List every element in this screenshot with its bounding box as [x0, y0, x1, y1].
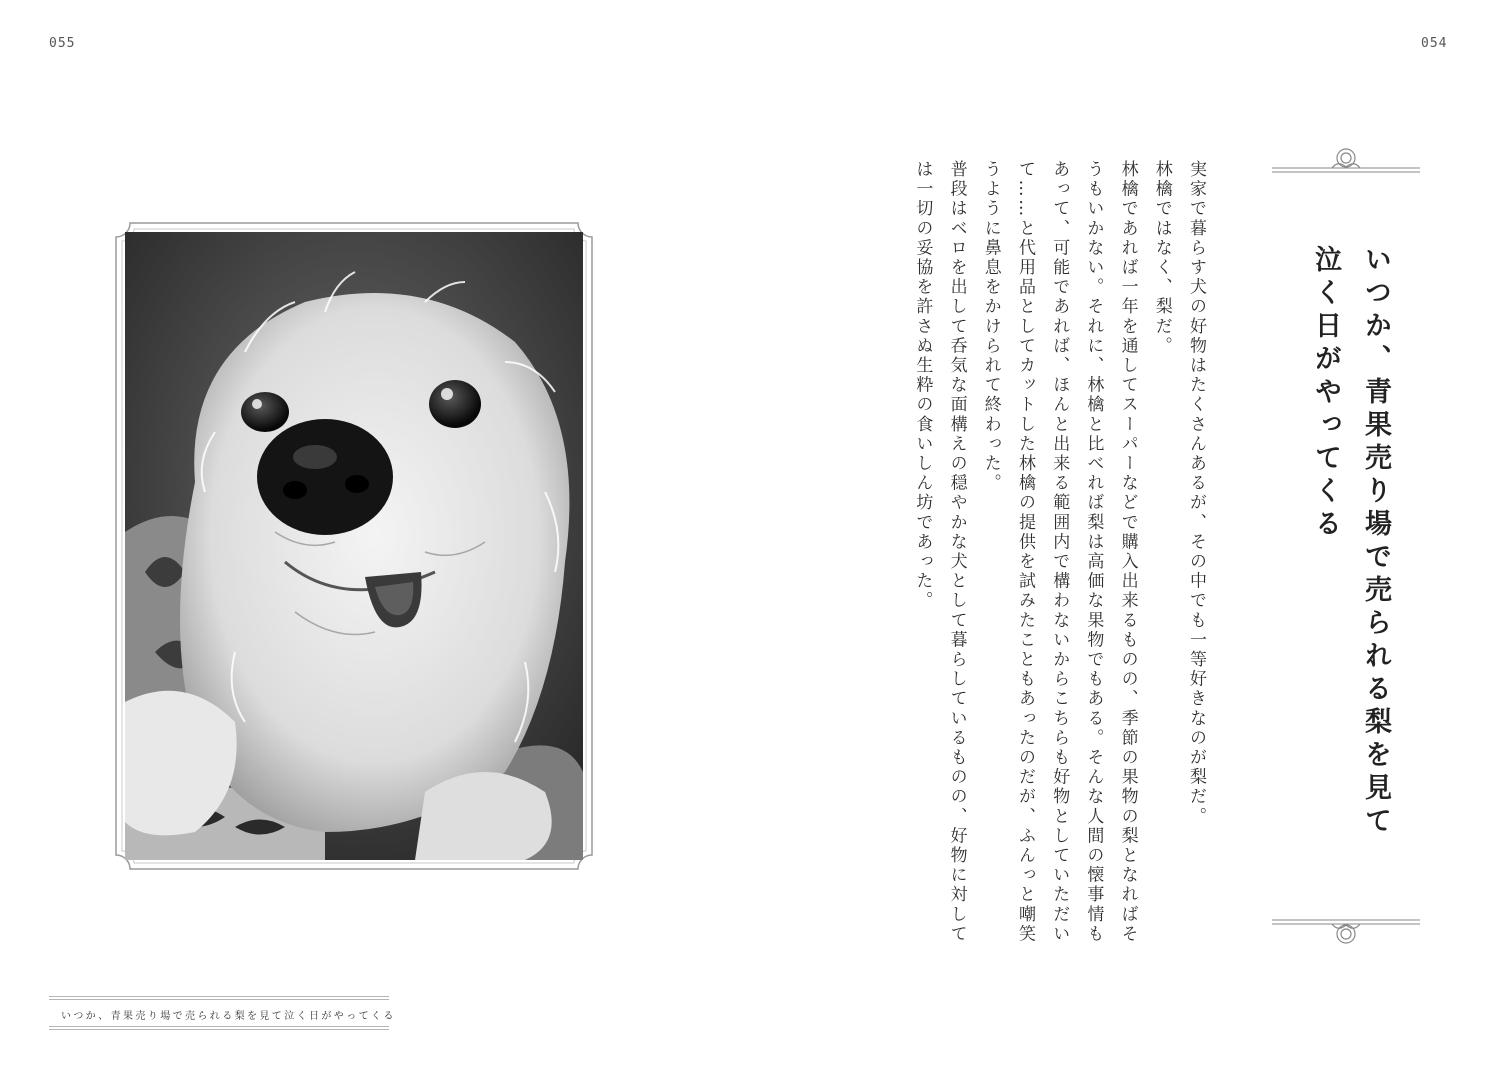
essay-title [1300, 245, 1400, 855]
running-title-box [49, 996, 396, 1030]
paragraph-3: 林檎であれば一年を通してスーパーなどで購入出来るものの、季節の果物の梨となればそうもいかない。それに、林檎と比べれば梨は高価な果物でもある。そんな人間の懐事情もあって、可能であれば、ほんと出来る範囲内で構わないからこちらも好物としていただいて……と代用品としてカットした林檎の提供を試みたこともあったのだが、ふんっと嘲笑うように鼻息をかけられて終わった。 [980, 160, 1138, 944]
title-line-1: いつか、青果売り場で売られる梨を見て [1360, 245, 1391, 839]
running-title-rule [49, 996, 389, 997]
essay-body [848, 160, 1213, 960]
dog-photo [125, 232, 583, 860]
title-ornament-top-icon [1272, 146, 1420, 180]
page-number-left: 055 [49, 36, 76, 51]
paragraph-4: 普段はベロを出して呑気な面構えの穏やかな犬として暮らしているものの、好物に対しては一切の妥協を許さぬ生粋の食いしん坊であった。 [912, 160, 967, 944]
photo-frame [114, 221, 594, 871]
running-title-rule [49, 1026, 389, 1027]
title-ornament-bottom-icon [1272, 912, 1420, 946]
running-title-text: いつか、青果売り場で売られる梨を見て泣く日がやってくる [61, 1011, 396, 1022]
paragraph-1: 実家で暮らす犬の好物はたくさんあるが、その中でも一等好きなのが梨だ。 [1186, 160, 1206, 827]
page-number-right: 054 [1421, 36, 1448, 51]
paragraph-2: 林檎ではなく、梨だ。 [1151, 160, 1172, 356]
title-line-2: 泣く日がやってくる [1310, 245, 1341, 542]
running-title-rule [49, 999, 389, 1000]
running-title-rule [49, 1029, 389, 1030]
